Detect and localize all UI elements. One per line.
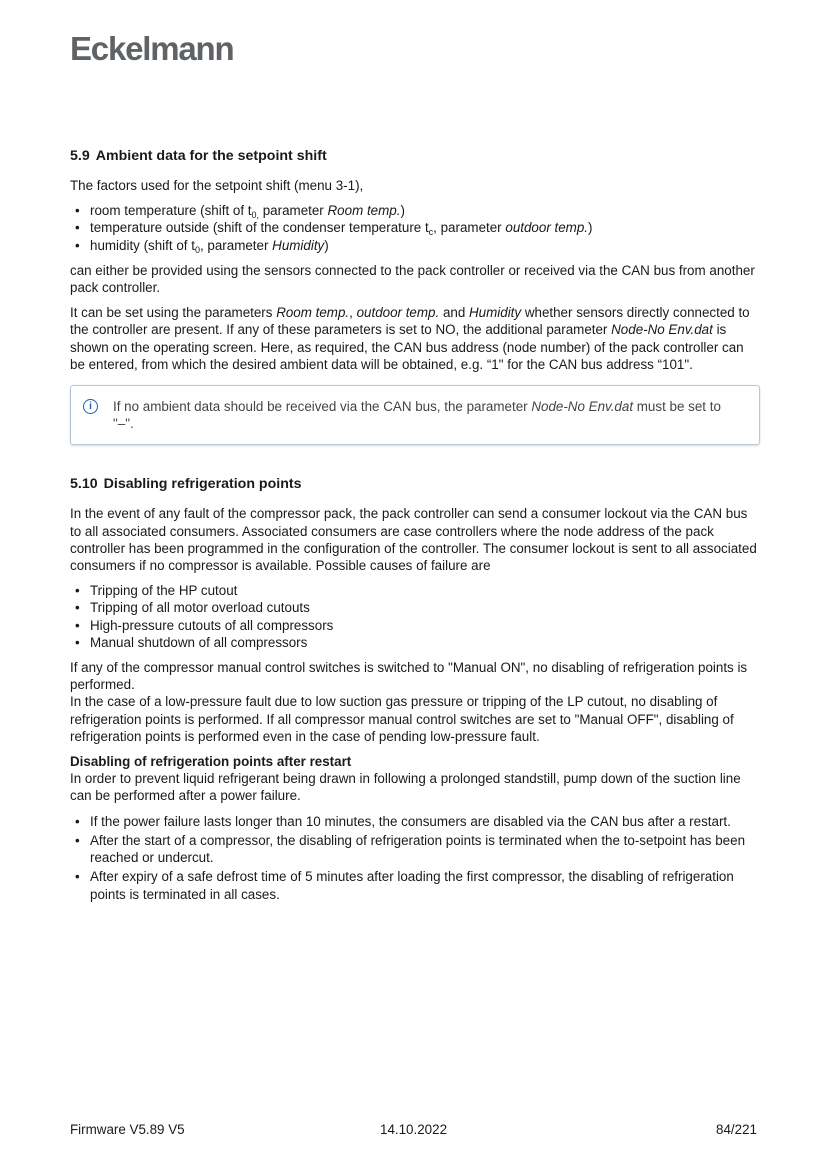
note-text [113,398,745,432]
section-heading-5-9 [70,147,760,165]
text-run: room temperature (shift of t [90,203,252,219]
info-icon: i [83,399,98,414]
list-item [70,582,760,599]
text-run: , parameter [199,237,273,253]
text-run: Manual shutdown of all compressors [90,634,308,650]
text-run: is shown on the operating screen. Here, as required, the CAN bus address (node number) of the pack controller can be entered, from which the desired ambient data will be obtained, e.g. “1" for the CAN bus address “101". [70,322,744,372]
list-item [70,634,760,651]
text-run: High-pressure cutouts of all compressors [90,617,334,633]
list-item [70,237,760,254]
text-run: It can be set using the parameters [70,305,277,321]
paragraph [70,505,760,574]
text-run: , parameter [433,220,506,236]
text-run: must be set to "–". [113,399,721,432]
section-number: 5.9 [70,148,90,164]
bullet-list [70,582,760,651]
parameter-name: Room temp. [276,305,350,321]
section-number: 5.10 [70,476,98,493]
text-run: After the start of a compressor, the disabling of refrigeration points is terminated when the to-setpoint has been reached or undercut. [90,832,746,866]
text-run: ) [324,237,329,253]
paragraph [70,304,760,373]
list-item [70,868,760,902]
text-run: If any of the compressor manual control switches is switched to "Manual ON", no disabling of refrigeration points is performed. [70,660,748,693]
paragraph [70,262,760,296]
paragraph [70,659,760,693]
parameter-name: outdoor temp. [356,305,440,321]
text-run: Tripping of all motor overload cutouts [90,600,310,616]
section-title: Disabling refrigeration points [103,476,302,493]
text-run: ) [400,203,405,219]
text-run: humidity (shift of t [90,237,195,253]
text-run: In the case of a low-pressure fault due to low suction gas pressure or tripping of the LP cutout, no disabling of refrigeration points is performed. If all compressor manual control switches are set to "Manual OFF", disabling of refrigeration points is performed even in the case of pending low-pressure fault. [70,694,734,744]
bullet-list [70,202,760,254]
parameter-name: outdoor temp. [505,220,589,236]
list-item [70,599,760,616]
text-run: and [439,305,470,321]
section-title: Ambient data for the setpoint shift [95,148,327,164]
info-note [70,385,760,445]
list-item [70,813,760,830]
eckelmann-logo: Eckelmann [70,30,234,67]
document-date: 14.10.2022 [380,1122,448,1137]
list-item [70,617,760,634]
paragraph [70,693,760,745]
text-run: In order to prevent liquid refrigerant being drawn in following a prolonged standstill, pump down of the suction line can be performed after a power failure. [70,771,741,804]
text-run: ) [588,220,593,236]
page-number: 84/221 [716,1122,757,1137]
text-run: can either be provided using the sensors connected to the pack controller or received via the CAN bus from another pack controller. [70,262,755,296]
text-run: Tripping of the HP cutout [90,583,238,599]
list-item [70,202,760,219]
paragraph [70,770,760,804]
subscript: c [428,227,434,238]
parameter-name: Humidity [272,237,325,253]
section-heading-5-10 [70,475,760,493]
text-run: , [349,305,357,321]
parameter-name: Node-No Env.dat [611,322,713,338]
text-run: After expiry of a safe defrost time of 5 minutes after loading the first compressor, the disabling of refrigeration points is terminated in all cases. [90,869,734,902]
text-run: temperature outside (shift of the condenser temperature t [90,220,429,236]
parameter-name: Humidity [469,305,522,321]
parameter-name: Room temp. [327,203,401,219]
text-run: In the event of any fault of the compressor pack, the pack controller can send a consumer lockout via the CAN bus to all associated consumers. Associated consumers are case controllers where the node address of the pack controller has been programmed in the configuration of the controller. The consumer lockout is sent to all associated consumers if no compressor is available. Possible causes of failure are [70,506,757,574]
text-run: The factors used for the setpoint shift (menu 3-1), [70,178,364,193]
list-item [70,832,760,866]
text-run: whether sensors directly connected to the controller are present. If any of these parameters is set to NO, the additional parameter [70,305,750,338]
subscript: 0 [194,244,200,255]
text-run: parameter [259,203,328,219]
text-run: If the power failure lasts longer than 10 minutes, the consumers are disabled via the CAN bus after a restart. [90,813,731,829]
bullet-list [70,813,760,903]
paragraph [70,177,760,194]
list-item [70,219,760,236]
firmware-version: Firmware V5.89 V5 [70,1122,185,1137]
subheading: Disabling of refrigeration points after restart [70,754,352,770]
subscript: 0, [251,210,260,221]
document-body [70,147,760,911]
parameter-name: Node-No Env.dat [531,399,634,415]
text-run: If no ambient data should be received via the CAN bus, the parameter [113,399,532,415]
